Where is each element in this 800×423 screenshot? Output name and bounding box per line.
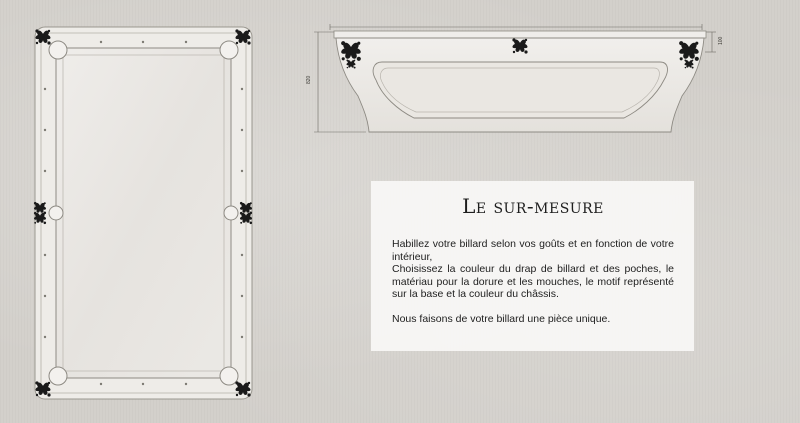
info-card xyxy=(371,181,694,351)
table-playing-surface xyxy=(56,48,231,378)
table-side-view xyxy=(306,24,724,132)
table-top-view xyxy=(34,27,252,399)
height-dimension-label: 820 xyxy=(306,75,312,84)
description-paragraph-3: Nous faisons de votre billard une pièce unique. xyxy=(392,313,611,325)
side-rail xyxy=(334,31,706,38)
description-paragraph-1: Habillez votre billard selon vos goûts et en fonction de votre intérieur, xyxy=(392,238,674,263)
section-title: Le sur-mesure xyxy=(462,194,604,218)
rail-dimension-label: 100 xyxy=(718,36,724,45)
side-cutout xyxy=(373,62,667,118)
description-paragraph-2: Choisissez la couleur du drap de billard et des poches, le matériau pour la dorure et les mouches, le motif représenté sur la base et la couleur du châssis. xyxy=(392,263,674,300)
section-description xyxy=(392,238,674,326)
